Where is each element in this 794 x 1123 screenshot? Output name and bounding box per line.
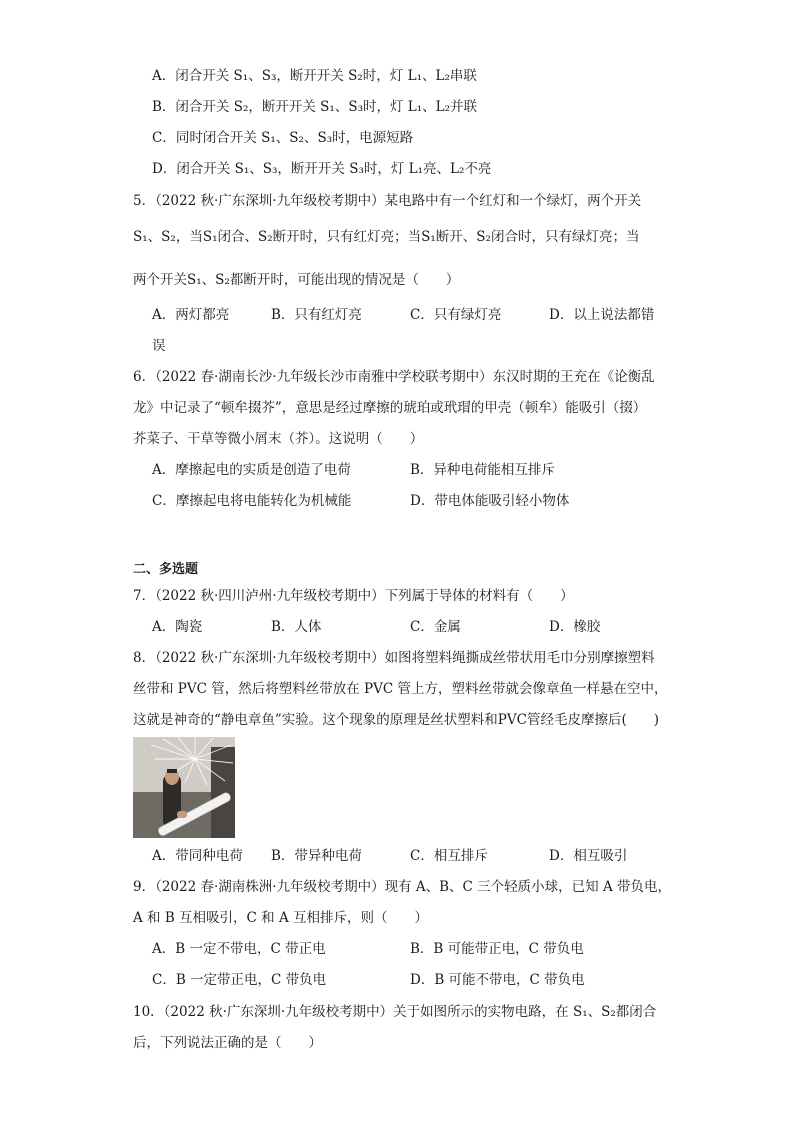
q8-option-a: A．带同种电荷: [152, 848, 243, 864]
section-heading-multiple-choice: 二、多选题: [133, 562, 199, 577]
q5-option-c: C．只有绿灯亮: [410, 307, 502, 323]
q8-option-d: D．相互吸引: [549, 848, 628, 864]
static-octopus-illustration: [133, 737, 235, 838]
q8-stem-line2: 丝带和 PVC 管，然后将塑料丝带放在 PVC 管上方，塑料丝带就会像章鱼一样悬在空中，: [133, 681, 668, 697]
q5-option-d: D．以上说法都错: [549, 307, 655, 323]
q7-option-a: A．陶瓷: [152, 619, 203, 635]
q6-stem-line3: 芥菜子、干草等微小屑末（芥）。这说明（ ）: [133, 431, 424, 447]
q9-option-c: C．B 一定带正电，C 带负电: [152, 972, 327, 988]
q9-option-b: B．B 可能带正电，C 带负电: [410, 941, 584, 957]
q6-option-a: A．摩擦起电的实质是创造了电荷: [152, 462, 351, 478]
static-octopus-photo: [133, 737, 235, 838]
q7-stem-line1: 7．（2022 秋·四川泸州·九年级校考期中）下列属于导体的材料有（ ）: [133, 588, 574, 604]
q7-option-d: D．橡胶: [549, 619, 601, 635]
q6-stem-line2: 龙》中记录了“顿牟掇芥”，意思是经过摩擦的琥珀或玳瑁的甲壳（顿牟）能吸引（掇）: [133, 400, 647, 416]
q5-stem-line3: 两个开关S₁、S₂都断开时，可能出现的情况是（ ）: [133, 272, 460, 288]
q7-option-c: C．金属: [410, 619, 461, 635]
q10-stem-line2: 后，下列说法正确的是（ ）: [133, 1035, 322, 1051]
q5-option-b: B．只有红灯亮: [271, 307, 362, 323]
q6-option-b: B．异种电荷能相互排斥: [410, 462, 555, 478]
q5-stem-line1: 5．（2022 秋·广东深圳·九年级校考期中）某电路中有一个红灯和一个绿灯，两个开关: [133, 193, 642, 209]
q4-option-b: B．闭合开关 S₂，断开开关 S₁、S₃时，灯 L₁、L₂并联: [152, 99, 478, 115]
q6-option-d: D．带电体能吸引轻小物体: [410, 493, 570, 509]
q8-stem-line3: 这就是神奇的“静电章鱼”实验。这个现象的原理是丝状塑料和PVC管经毛皮摩擦后( ): [133, 712, 659, 728]
q8-option-b: B．带异种电荷: [271, 848, 362, 864]
q6-stem-line1: 6．（2022 春·湖南长沙·九年级长沙市南雅中学校联考期中）东汉时期的王充在《论衡乱: [133, 369, 655, 385]
q9-option-d: D．B 可能不带电，C 带负电: [410, 972, 585, 988]
q8-stem-line1: 8．（2022 秋·广东深圳·九年级校考期中）如图将塑料绳撕成丝带状用毛巾分别摩擦塑料: [133, 650, 655, 666]
q9-stem-line2: A 和 B 互相吸引，C 和 A 互相排斥，则（ ）: [133, 910, 428, 926]
q8-option-c: C．相互排斥: [410, 848, 488, 864]
q4-option-a: A．闭合开关 S₁、S₃，断开开关 S₂时，灯 L₁、L₂串联: [152, 68, 477, 84]
q5-option-d-continued: 误: [152, 338, 166, 354]
q4-option-d: D．闭合开关 S₁、S₃，断开开关 S₃时，灯 L₁亮、L₂不亮: [152, 161, 492, 177]
q5-stem-line2: S₁、S₂，当S₁闭合、S₂断开时，只有红灯亮；当S₁断开、S₂闭合时，只有绿灯亮；当: [133, 229, 640, 245]
q7-option-b: B．人体: [271, 619, 322, 635]
q10-stem-line1: 10．（2022 秋·广东深圳·九年级校考期中）关于如图所示的实物电路，在 S₁、S₂都闭合: [133, 1004, 657, 1020]
q4-option-c: C．同时闭合开关 S₁、S₂、S₃时，电源短路: [152, 130, 414, 146]
q9-stem-line1: 9．（2022 春·湖南株洲·九年级校考期中）现有 A、B、C 三个轻质小球，已知 A 带负电，: [133, 879, 671, 895]
q9-option-a: A．B 一定不带电，C 带正电: [152, 941, 326, 957]
q6-option-c: C．摩擦起电将电能转化为机械能: [152, 493, 352, 509]
q5-option-a: A．两灯都亮: [152, 307, 230, 323]
